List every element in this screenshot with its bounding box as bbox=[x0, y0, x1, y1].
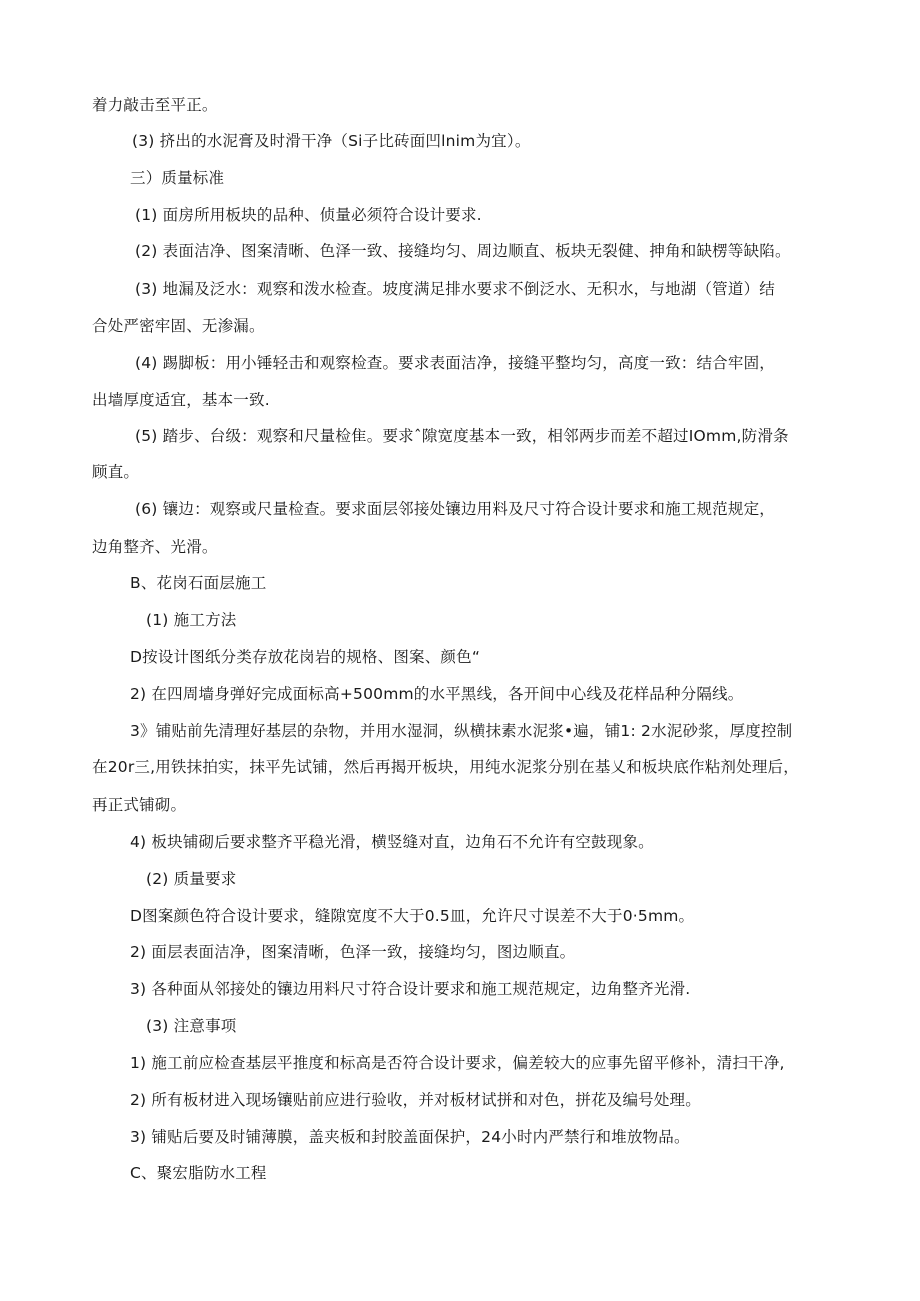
text-line: 再正式铺砌。 bbox=[92, 796, 187, 814]
text-line: 顾直。 bbox=[92, 463, 140, 481]
text-line: 2) 所有板材进入现场镶贴前应进行验收，并对板材试拼和对色，拼花及编号处理。 bbox=[130, 1091, 701, 1109]
text-line: (3) 地漏及泛水：观察和泼水检查。坡度满足排水要求不倒泛水、无积水，与地湖（管道）结 bbox=[135, 280, 775, 298]
text-line: D按设计图纸分类存放花岗岩的规格、图案、颜色“ bbox=[130, 648, 481, 666]
section-heading: B、花岗石面层施工 bbox=[130, 574, 267, 592]
text-line: 合处严密牢固、无渗漏。 bbox=[92, 317, 265, 335]
text-line: 着力敲击至平正。 bbox=[92, 96, 218, 114]
text-line: 出墙厚度适宜，基本一致. bbox=[92, 391, 270, 409]
text-line: 1) 施工前应检查基层平推度和标高是否符合设计要求，偏差较大的应事先留平修补，清扫干净, bbox=[130, 1054, 785, 1072]
text-line: 在20r三,用铁抹拍实，抹平先试铺，然后再揭开板块，用纯水泥浆分别在基乂和板块底作粘剂处理后， bbox=[92, 758, 799, 776]
text-line: (5) 踏步、台级：观察和尺量检隹。要求ˆ隙宽度基本一致，相邻两步而差不超过IOmm,防滑条 bbox=[135, 427, 789, 445]
text-line: (1) 面房所用板块的品种、侦量必须符合设计要求. bbox=[135, 206, 482, 224]
text-line: 2) 面层表面洁净，图案清晰，色泽一致，接缝均匀，图边顺直。 bbox=[130, 943, 576, 961]
text-line: 3) 各种面从邻接处的镶边用料尺寸符合设计要求和施工规范规定，边角整齐光滑. bbox=[130, 980, 691, 998]
text-line: 3》铺贴前先清理好基层的杂物，并用水湿洞，纵横抹素水泥浆•遍，铺1: 2水泥砂浆，厚度控制 bbox=[130, 722, 793, 740]
section-heading: 三）质量标准 bbox=[130, 169, 225, 187]
text-line: 4) 板块铺砌后要求整齐平稳光滑，横竖缝对直，边角石不允许有空鼓现象。 bbox=[130, 833, 654, 851]
text-line: (6) 镶边：观察或尺量检查。要求面层邻接处镶边用料及尺寸符合设计要求和施工规范规定， bbox=[135, 500, 775, 518]
text-line: D图案颜色符合设计要求，缝隙宽度不大于0.5皿，允许尺寸误差不大于0·5mm。 bbox=[130, 907, 695, 925]
subsection-heading: (3) 注意事项 bbox=[146, 1017, 237, 1035]
text-line: (2) 表面洁净、图案清晰、色泽一致、接缝均匀、周边顺直、板块无裂健、抻角和缺楞等缺陷。 bbox=[135, 242, 791, 260]
text-line: 边角整齐、光滑。 bbox=[92, 538, 218, 556]
text-line: (4) 踢脚板：用小锤轻击和观察检查。要求表面洁净，接缝平整均匀，高度一致：结合牢固， bbox=[135, 354, 775, 372]
subsection-heading: (1) 施工方法 bbox=[146, 611, 237, 629]
text-line: 3) 铺贴后要及时铺薄膜，盖夹板和封胶盖面保护，24小时内严禁行和堆放物品。 bbox=[130, 1128, 690, 1146]
text-line: 2) 在四周墙身弹好完成面标高+500mm的水平黑线，各开间中心线及花样品种分隔线。 bbox=[130, 685, 744, 703]
section-heading: C、聚宏脂防水工程 bbox=[130, 1164, 267, 1182]
subsection-heading: (2) 质量要求 bbox=[146, 870, 237, 888]
text-line: (3) 挤出的水泥膏及时滑干净（Si子比砖面凹lnim为宜）。 bbox=[132, 132, 531, 150]
